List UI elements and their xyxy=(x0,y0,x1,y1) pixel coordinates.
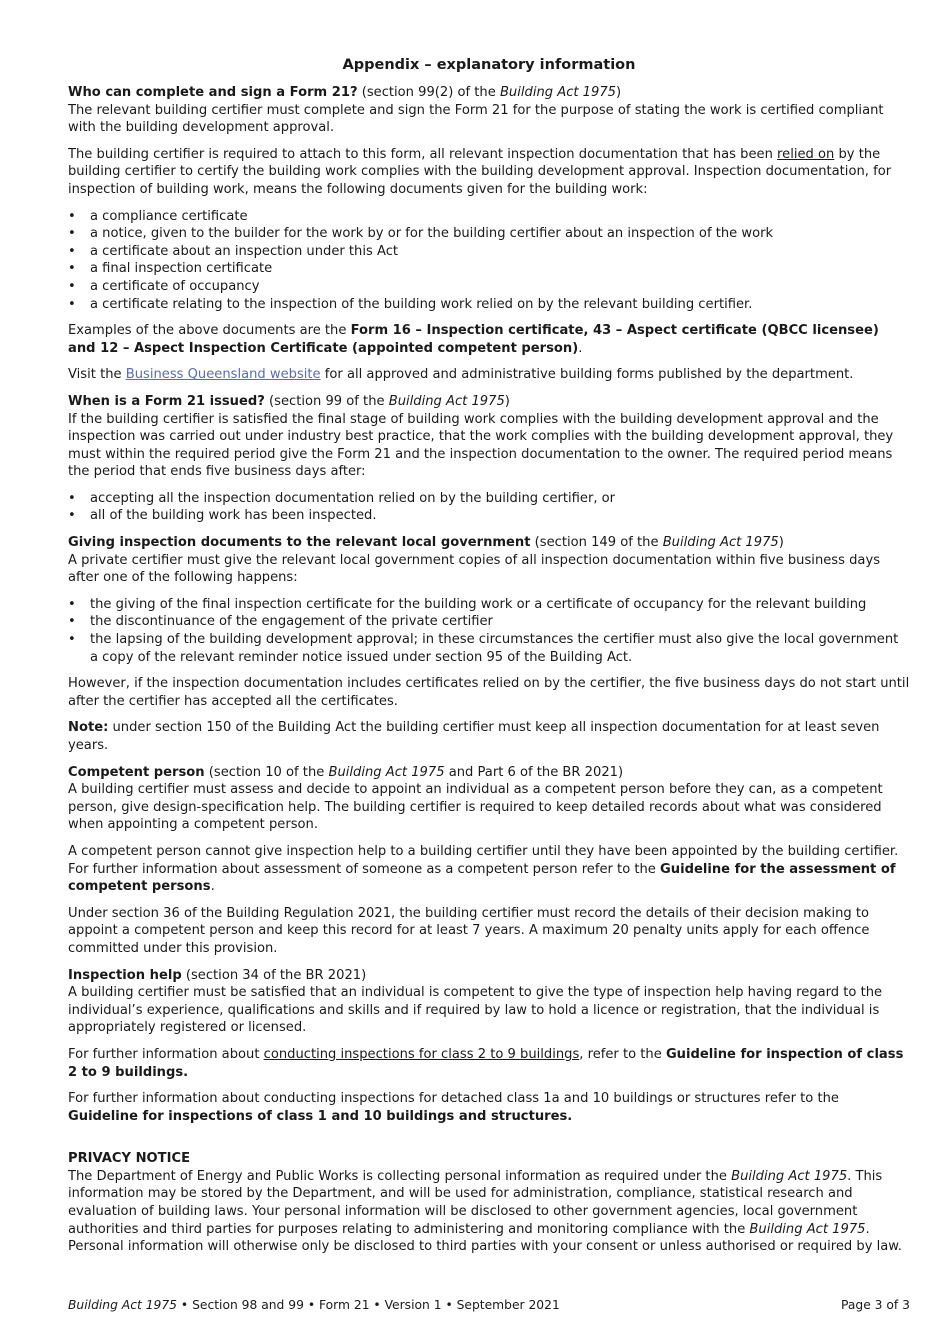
list-item: • the giving of the final inspection certificate for the building work or a certificate of occupancy for the relevant building xyxy=(68,596,910,614)
paragraph: For further information about conducting inspections for class 2 to 9 buildings, refer to the Guideline for inspection of class 2 to 9 buildings. xyxy=(68,1046,904,1080)
section-giving-documents xyxy=(68,534,910,755)
section-heading: Competent person xyxy=(68,764,205,780)
bullet-list xyxy=(68,490,910,525)
paragraph: For further information about conducting inspections for detached class 1a and 10 buildings or structures refer to the Guideline for inspections of class 1 and 10 buildings and structures. xyxy=(68,1091,839,1124)
section-heading: When is a Form 21 issued? xyxy=(68,393,265,409)
section-who-can-sign xyxy=(68,84,910,384)
paragraph: A competent person cannot give inspection help to a building certifier until they have been appointed by the building certifier. For further information about assessment of someone as a competent person refer to the Guideline for the assessment of competent persons. xyxy=(68,843,899,895)
document-body xyxy=(68,55,910,1265)
section-heading-line: Who can complete and sign a Form 21? (section 99(2) of the Building Act 1975) xyxy=(68,85,622,100)
list-item: • all of the building work has been inspected. xyxy=(68,507,910,525)
business-queensland-link[interactable]: Business Queensland website xyxy=(125,367,321,383)
paragraph: A building certifier must assess and decide to appoint an individual as a competent person before they can, as a competent person, give design-specification help. The building certifier is required to keep detailed records about what was considered when appointing a competent person. xyxy=(68,782,883,833)
list-item: • a certificate relating to the inspection of the building work relied on by the relevant building certifier. xyxy=(68,296,910,314)
footer-document-info: Building Act 1975 • Section 98 and 99 • Form 21 • Version 1 • September 2021 xyxy=(68,1298,560,1312)
bullet-list xyxy=(68,596,910,666)
list-item: • a certificate about an inspection under this Act xyxy=(68,243,910,261)
list-item: • a notice, given to the builder for the work by or for the building certifier about an inspection of the work xyxy=(68,225,910,243)
list-item: • the discontinuance of the engagement of the private certifier xyxy=(68,613,910,631)
note: Note: under section 150 of the Building Act the building certifier must keep all inspection documentation for at least seven years. xyxy=(68,720,880,753)
paragraph: A private certifier must give the relevant local government copies of all inspection documentation within five business days after one of the following happens: xyxy=(68,552,881,586)
section-when-issued xyxy=(68,393,910,525)
section-heading-line: Competent person (section 10 of the Building Act 1975 and Part 6 of the BR 2021) xyxy=(68,764,624,780)
list-item: • a compliance certificate xyxy=(68,208,910,226)
section-heading-line: When is a Form 21 issued? (section 99 of the Building Act 1975) xyxy=(68,393,510,409)
paragraph: If the building certifier is satisfied the final stage of building work complies with the building development approval and the inspection was carried out under industry best practice, that the work complies with the building development approval, they must within the required period give the Form 21 and the inspection documentation to the owner. The required period means the period that ends five business days after: xyxy=(68,411,894,480)
section-heading: Inspection help xyxy=(68,967,182,983)
section-competent-person xyxy=(68,764,910,958)
section-heading-line: Giving inspection documents to the relevant local government (section 149 of the Building Act 1975) xyxy=(68,535,784,551)
list-item: • the lapsing of the building development approval; in these circumstances the certifier must also give the local government a copy of the relevant reminder notice issued under section 95 of the Building Act. xyxy=(68,631,910,666)
section-privacy-notice xyxy=(68,1150,910,1256)
page-title: Appendix – explanatory information xyxy=(342,57,636,73)
paragraph: Under section 36 of the Building Regulation 2021, the building certifier must record the details of their decision making to appoint a competent person and keep this record for at least 7 years. A maximum 20 penalty units apply for each offence committed under this provision. xyxy=(68,905,870,956)
paragraph: Visit the Business Queensland website for all approved and administrative building forms published by the department. xyxy=(68,367,854,383)
spacer xyxy=(68,1134,910,1150)
paragraph: The relevant building certifier must complete and sign the Form 21 for the purpose of stating the work is certified compliant with the building development approval. xyxy=(68,102,884,136)
paragraph: The building certifier is required to attach to this form, all relevant inspection documentation that has been relied on by the building certifier to certify the building work complies with the building development approval. Inspection documentation, for inspection of building work, means the following documents given for the building work: xyxy=(68,146,892,197)
list-item: • a final inspection certificate xyxy=(68,260,910,278)
page-number: Page 3 of 3 xyxy=(841,1298,910,1312)
paragraph: However, if the inspection documentation includes certificates relied on by the certifier, the five business days do not start until after the certifier has accepted all the certificates. xyxy=(68,676,910,709)
paragraph: Examples of the above documents are the Form 16 – Inspection certificate, 43 – Aspect certificate (QBCC licensee) and 12 – Aspect Inspection Certificate (appointed competent person). xyxy=(68,323,879,356)
section-heading-line: Inspection help (section 34 of the BR 2021) xyxy=(68,967,367,983)
section-inspection-help xyxy=(68,967,910,1126)
section-heading: Giving inspection documents to the relevant local government xyxy=(68,535,531,551)
section-heading: Who can complete and sign a Form 21? xyxy=(68,85,358,100)
paragraph: The Department of Energy and Public Works is collecting personal information as required under the Building Act 1975. This information may be stored by the Department, and will be used for administration, compliance, statistical research and evaluation of building laws. Your personal information will be disclosed to other government agencies, local government authorities and third parties for purposes relating to administering and monitoring compliance with the Building Act 1975. Personal information will otherwise only be disclosed to third parties with your consent or unless authorised or required by law. xyxy=(68,1168,902,1255)
bullet-list xyxy=(68,208,910,314)
list-item: • accepting all the inspection documentation relied on by the building certifier, or xyxy=(68,490,910,508)
paragraph: A building certifier must be satisfied that an individual is competent to give the type of inspection help having regard to the individual’s experience, qualifications and skills and if required by law to hold a licence or registration, that the individual is appropriately registered or licensed. xyxy=(68,985,883,1036)
list-item: • a certificate of occupancy xyxy=(68,278,910,296)
section-heading: PRIVACY NOTICE xyxy=(68,1151,191,1167)
